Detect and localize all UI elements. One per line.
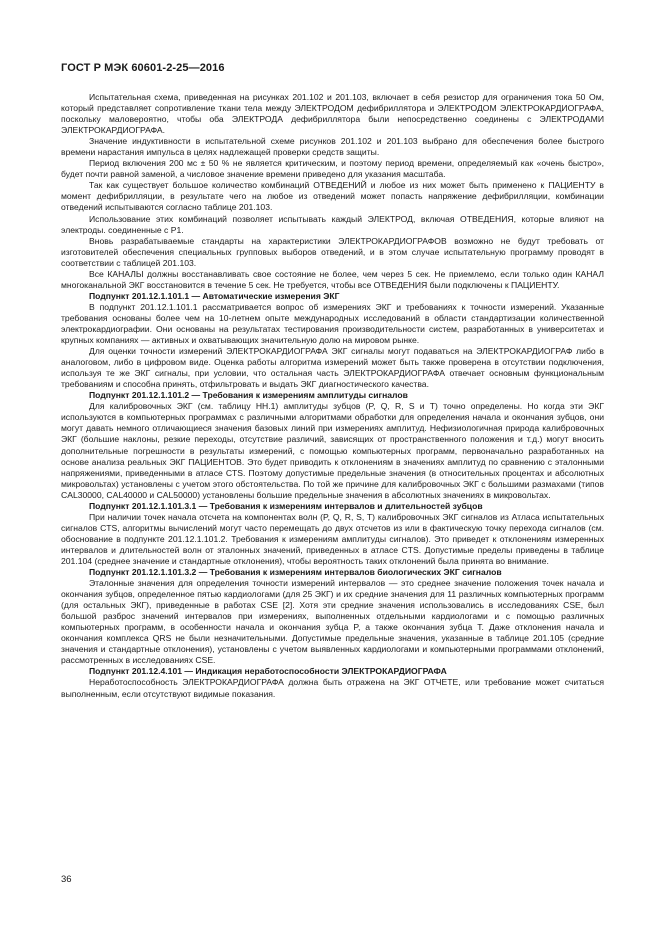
paragraph: В подпункт 201.12.1.101.1 рассматривается вопрос об измерениях ЭКГ и требованиях к точности измерений. Указанные требования основаны более чем на 10-летнем опыте международных исследований в области стандартизации количественной электрокардиографии. Они основаны на результатах тестирования производительности систем, разработанных в университетах и крупных компаниях — активных и охватывающих значительную долю на мировом рынке. — [61, 301, 604, 346]
paragraph: При наличии точек начала отсчета на компонентах волн (P, Q, R, S, T) калибровочных ЭКГ сигналов из Атласа испытательных сигналов CTS, алгоритмы вычислений могут часто перемещать до двух отсчетов из или в фактическую точку перехода сигналов (см. обоснование в подпункте 201.12.1.101.2. Требования к измерениям амплитуды сигналов). Это приведет к отклонениям измеренных интервалов и длительностей волн от эталонных значений, приведенных в атласе CTS. Допустимые пределы приведены в таблице 201.104 (среднее значение и стандартные отклонения), чтобы вероятность таких отклонений была принята во внимание. — [61, 511, 604, 566]
page-body — [61, 92, 604, 700]
subclause-heading: Подпункт 201.12.1.101.2 — Требования к измерениям амплитуды сигналов — [89, 390, 408, 401]
paragraph: Значение индуктивности в испытательной схеме рисунков 201.102 и 201.103 выбрано для обеспечения более быстрого времени нарастания импульса в целях надлежащей проверки средств защиты. — [61, 136, 604, 158]
paragraph: Все КАНАЛЫ должны восстанавливать свое состояние не более, чем через 5 сек. Не приемлемо, если только один КАНАЛ многоканальной ЭКГ восстановится в течение 5 сек. Не требуется, чтобы все ОТВЕДЕНИЯ были подключены к ПАЦИЕНТУ. — [61, 268, 604, 290]
paragraph: Эталонные значения для определения точности измерений интервалов — это среднее значение положения точек начала и окончания зубцов, определенное пятью кардиологами (для 25 ЭКГ) и их средние значения для 11 различных компьютерных программ (для остальных ЭКГ), приведенные в работах CSE [2]. Хотя эти средние значения использовались в исследованиях CSE, был большой разброс значений интервалов при измерениях, выполненных отдельными кардиологами и с помощью различных компьютерных программ, в особенности начала и окончания зубца P, а также окончания зубца T. Даже отклонения начала и окончания комплекса QRS не были незначительными. Допустимые предельные значения, указанные в таблице 201.105 (средние значения и стандартные отклонения), установлены с учетом выявленных кардиологами и компьютерными программами отклонений, рассмотренных в исследованиях CSE. — [61, 578, 604, 666]
paragraph: Вновь разрабатываемые стандарты на характеристики ЭЛЕКТРОКАРДИОГРАФОВ возможно не будут требовать от изготовителей обеспечения специальных групповых выборов отведений, и в этом случае испытательную программу проводят в соответствии с таблицей 201.103. — [61, 235, 604, 268]
subclause-heading: Подпункт 201.12.1.101.3.1 — Требования к измерениям интервалов и длительностей зубцов — [89, 500, 483, 511]
paragraph: Период включения 200 мс ± 50 % не является критическим, и поэтому период времени, определяемый как «очень быстро», будет почти равной заменой, а числовое значение времени приведено для указания масштаба. — [61, 158, 604, 180]
paragraph: Неработоспособность ЭЛЕКТРОКАРДИОГРАФА должна быть отражена на ЭКГ ОТЧЕТЕ, или требование может считаться выполненным, если отсутствуют видимые показания. — [61, 677, 604, 699]
document-header: ГОСТ Р МЭК 60601-2-25—2016 — [61, 62, 225, 74]
paragraph: Для оценки точности измерений ЭЛЕКТРОКАРДИОГРАФА ЭКГ сигналы могут подаваться на ЭЛЕКТРОКАРДИОГРАФ либо в аналоговом, либо в цифровом виде. Оценка работы алгоритма измерений может быть также проверена в отсутствии подключения, используя те же ЭКГ сигналы, при условии, что остальная часть ЭЛЕКТРОКАРДИОГРАФА отвечает основным функциональным требованиям и способна принять, отфильтровать и выдать ЭКГ диагностического качества. — [61, 346, 604, 390]
subclause-heading: Подпункт 201.12.1.101.3.2 — Требования к измерениям интервалов биологических ЭКГ сигналов — [89, 567, 502, 578]
subclause-heading: Подпункт 201.12.4.101 — Индикация неработоспособности ЭЛЕКТРОКАРДИОГРАФА — [89, 666, 447, 677]
paragraph: Испытательная схема, приведенная на рисунках 201.102 и 201.103, включает в себя резистор для ограничения тока 50 Ом, который представляет сопротивление ткани тела между ЭЛЕКТРОДОМ дефибриллятора и ЭЛЕКТРОДОМ ЭЛЕКТРОКАРДИОГРАФА, поскольку маловероятно, чтобы оба ЭЛЕКТРОДА дефибриллятора были непосредственно соединены с ЭЛЕКТРОДАМИ ЭЛЕКТРОКАРДИОГРАФА. — [61, 92, 604, 136]
paragraph: Так как существует большое количество комбинаций ОТВЕДЕНИЙ и любое из них может быть применено к ПАЦИЕНТУ в момент дефибрилляции, в результате чего на любое из отведений может попасть напряжение дефибрилляции, комбинации отведений испытываются согласно таблице 201.103. — [61, 180, 604, 213]
paragraph: Для калибровочных ЭКГ (см. таблицу НН.1) амплитуды зубцов (P, Q, R, S и T) точно определены. Но когда эти ЭКГ используются в компьютерных программах с различными алгоритмами обработки для определения начала и окончания зубцов, они могут давать немного отличающиеся значения базовых линий при измерениях амплитуд. Нефизиологичная природа калибровочных ЭКГ (большие наклоны, резкие переходы, отсутствие различий, зависящих от пространственного положения и т.д.) могут вносить дополнительные погрешности в результаты измерений, с помощью компьютерных программ, первоначально разработанных на основе анализа реальных ЭКГ ПАЦИЕНТОВ. Это будет приводить к отклонениям в значениях амплитуд по сравнению с эталонными напряжениями, приведенными в атласе CTS. Поэтому допустимые предельные значения (в относительных процентах и абсолютных микровольтах) установлены с учетом этого обстоятельства. По той же причине для калибровочных ЭКГ с большими размахами (типов CAL30000, CAL40000 и CAL50000) установлены большие предельные значения в абсолютных значениях в микровольтах. — [61, 401, 604, 500]
paragraph: Использование этих комбинаций позволяет испытывать каждый ЭЛЕКТРОД, включая ОТВЕДЕНИЯ, которые влияют на электроды. соединенные с P1. — [61, 213, 604, 235]
page-number: 36 — [61, 874, 72, 885]
subclause-heading: Подпункт 201.12.1.101.1 — Автоматические измерения ЭКГ — [89, 290, 340, 301]
